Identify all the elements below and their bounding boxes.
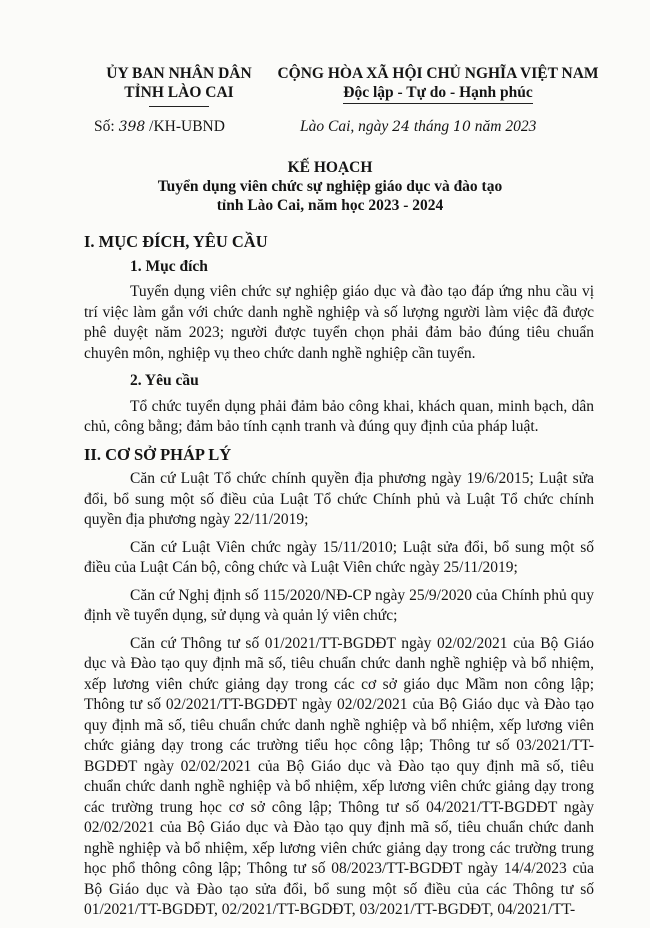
legal-basis-paragraph-3: Căn cứ Nghị định số 115/2020/NĐ-CP ngày 25/9/2020 của Chính phủ quy định về tuyển dụng, sử dụng và quản lý viên chức; — [84, 586, 594, 624]
document-body — [84, 232, 594, 928]
legal-basis-paragraph-4: Căn cứ Thông tư số 01/2021/TT-BGDĐT ngày 02/02/2021 của Bộ Giáo dục và Đào tạo quy định mã số, tiêu chuẩn chức danh nghề nghiệp và bổ nhiệm, xếp lương viên chức giảng dạy trong các cơ sở giáo dục Mầm non công lập; Thông tư số 02/2021/TT-BGDĐT ngày 02/02/2021 của Bộ Giáo dục và Đào tạo quy định mã số, tiêu chuẩn chức danh nghề nghiệp và bổ nhiệm, xếp lương viên chức giảng dạy trong các trường tiểu học công lập; Thông tư số 03/2021/TT-BGDĐT ngày 02/02/2021 của Bộ Giáo dục và Đào tạo quy định mã số, tiêu chuẩn chức danh nghề nghiệp và bổ nhiệm, xếp lương viên chức giảng dạy trong các trường trung học cơ sở công lập; Thông tư số 04/2021/TT-BGDĐT ngày 02/02/2021 của Bộ Giáo dục và Đào tạo quy định mã số, tiêu chuẩn chức danh nghề nghiệp và bổ nhiệm, xếp lương viên chức giảng dạy trong các trường trung học phổ thông công lập; Thông tư số 08/2023/TT-BGDĐT ngày 14/4/2023 của Bộ Giáo dục và Đào tạo sửa đổi, bổ sung một số điều của các Thông tư số 01/2021/TT-BGDĐT, 02/2021/TT-BGDĐT, 03/2021/TT-BGDĐT, 04/2021/TT- — [84, 634, 594, 918]
national-motto: Độc lập - Tự do - Hạnh phúc — [343, 83, 532, 104]
section-1-1-heading: 1. Mục đích — [130, 257, 208, 275]
doc-number-suffix: /KH-UBND — [149, 118, 225, 135]
authority-line-2: TỈNH LÀO CAI — [124, 84, 234, 101]
date-day-handwritten: 24 — [392, 119, 410, 135]
authority-underline — [149, 106, 209, 107]
section-1-2-heading: 2. Yêu cầu — [130, 372, 199, 389]
title-subject-2: tỉnh Lào Cai, năm học 2023 - 2024 — [216, 197, 444, 214]
date-month-handwritten: 10 — [453, 119, 471, 135]
legal-basis-paragraph-2: Căn cứ Luật Viên chức ngày 15/11/2010; Luật sửa đổi, bổ sung một số điều của Luật Cán bộ, công chức và Luật Viên chức ngày 25/11/2019; — [84, 538, 594, 576]
legal-basis-paragraph-1: Căn cứ Luật Tổ chức chính quyền địa phương ngày 19/6/2015; Luật sửa đổi, bổ sung một số điều của Luật Tổ chức Chính phủ và Luật Tổ chức chính quyền địa phương ngày 22/11/2019; — [84, 470, 594, 528]
title-subject-1: Tuyển dụng viên chức sự nghiệp giáo dục và đào tạo — [157, 178, 503, 195]
doc-number-prefix: Số: — [94, 118, 115, 135]
title-type: KẾ HOẠCH — [287, 159, 373, 176]
section-2-heading: II. CƠ SỞ PHÁP LÝ — [84, 444, 232, 464]
section-1-1-text: Tuyển dụng viên chức sự nghiệp giáo dục và đào tạo đáp ứng nhu cầu vị trí việc làm gắn với chức danh nghề nghiệp và số lượng người làm việc đã được phê duyệt năm 2023; người được tuyển chọn phải đảm bảo đúng tiêu chuẩn chuyên môn, nghiệp vụ theo chức danh nghề nghiệp cần tuyển. — [84, 283, 594, 362]
section-1-heading: I. MỤC ĐÍCH, YÊU CẦU — [84, 232, 268, 251]
date-prefix: Lào Cai, ngày — [300, 118, 389, 135]
document-title — [120, 158, 540, 215]
doc-number-handwritten: 398 — [118, 119, 146, 135]
document-date — [300, 118, 630, 136]
authority-line-1: ỦY BAN NHÂN DÂN — [106, 65, 252, 82]
date-month-label: tháng — [413, 118, 450, 135]
document-number — [94, 118, 225, 136]
date-year: năm 2023 — [474, 118, 537, 135]
national-heading — [268, 64, 608, 104]
nation-name: CỘNG HÒA XÃ HỘI CHỦ NGHĨA VIỆT NAM — [277, 65, 599, 82]
section-1-2-text: Tổ chức tuyển dụng phải đảm bảo công khai, khách quan, minh bạch, dân chủ, công bằng; đảm bảo tính cạnh tranh và đúng quy định của pháp luật. — [84, 397, 594, 435]
issuing-authority — [84, 64, 274, 107]
